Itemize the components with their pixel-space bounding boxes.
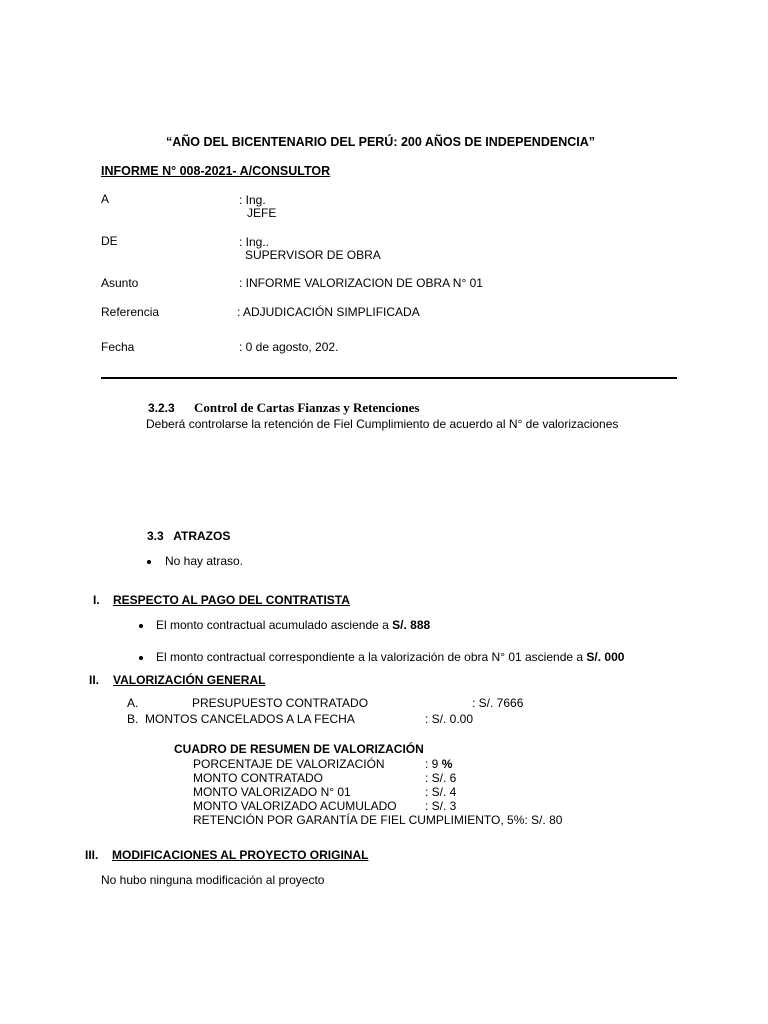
section-1-roman: I. (93, 593, 100, 607)
bullet-icon (147, 560, 151, 564)
section-323-body: Deberá controlarse la retención de Fiel Cumplimiento de acuerdo al N° de valorizaciones (146, 417, 619, 431)
memo-from-position: SUPERVISOR DE OBRA (245, 248, 381, 262)
memo-to-label: A (101, 192, 110, 206)
section-2-roman: II. (89, 673, 100, 687)
summary-retention: RETENCIÓN POR GARANTÍA DE FIEL CUMPLIMIENTO, 5%: S/. 80 (193, 813, 563, 827)
memo-date-value: : 0 de agosto, 202. (239, 340, 339, 354)
item-b-label: B. MONTOS CANCELADOS A LA FECHA (127, 712, 355, 726)
summary-row-value: : 9 % (425, 757, 453, 771)
memo-subject-value: : INFORME VALORIZACION DE OBRA N° 01 (239, 276, 483, 290)
section-323-number: 3.2.3 (148, 401, 175, 415)
section-323-heading: Control de Cartas Fianzas y Retenciones (194, 400, 420, 415)
section-3-heading: MODIFICACIONES AL PROYECTO ORIGINAL (112, 848, 369, 862)
memo-to-position: JEFE (247, 206, 277, 220)
memo-reference-value: : ADJUDICACIÓN SIMPLIFICADA (237, 305, 420, 319)
section-3-roman: III. (85, 848, 99, 862)
memo-reference-label: Referencia (101, 305, 160, 319)
item-a-letter: A. (127, 696, 139, 710)
summary-row-label: PORCENTAJE DE VALORIZACIÓN (193, 757, 385, 771)
memo-to-value: : Ing. (239, 193, 266, 207)
section-3-body: No hubo ninguna modificación al proyecto (101, 873, 325, 887)
summary-row-label: MONTO VALORIZADO ACUMULADO (193, 799, 397, 813)
summary-heading: CUADRO DE RESUMEN DE VALORIZACIÓN (174, 742, 424, 756)
summary-row-label: MONTO CONTRATADO (193, 771, 323, 785)
bullet-icon (139, 624, 143, 628)
header-divider (101, 377, 677, 379)
summary-row-value: : S/. 3 (425, 799, 457, 813)
section-2-heading: VALORIZACIÓN GENERAL (113, 673, 266, 687)
summary-row-value: : S/. 6 (425, 771, 457, 785)
report-number: INFORME N° 008-2021- A/CONSULTOR (101, 164, 331, 178)
memo-date-label: Fecha (101, 340, 135, 354)
section-1-bullet2: El monto contractual correspondiente a la valorización de obra N° 01 asciende a S/. 000 (156, 650, 625, 664)
document-motto: “AÑO DEL BICENTENARIO DEL PERÚ: 200 AÑOS DE INDEPENDENCIA” (166, 135, 595, 149)
item-a-label: PRESUPUESTO CONTRATADO (192, 696, 369, 710)
summary-row-label: MONTO VALORIZADO N° 01 (193, 785, 351, 799)
memo-from-value: : Ing.. (239, 235, 270, 249)
item-b-value: : S/. 0.00 (425, 712, 474, 726)
section-33-bullet: No hay atraso. (165, 554, 244, 568)
item-a-value: : S/. 7666 (472, 696, 524, 710)
memo-subject-label: Asunto (101, 276, 139, 290)
section-33-heading: 3.3 ATRAZOS (147, 529, 231, 543)
bullet-icon (139, 656, 143, 660)
section-1-bullet1: El monto contractual acumulado asciende a S/. 888 (156, 618, 431, 632)
section-1-heading: RESPECTO AL PAGO DEL CONTRATISTA (113, 593, 350, 607)
summary-row-value: : S/. 4 (425, 785, 457, 799)
memo-from-label: DE (101, 234, 118, 248)
